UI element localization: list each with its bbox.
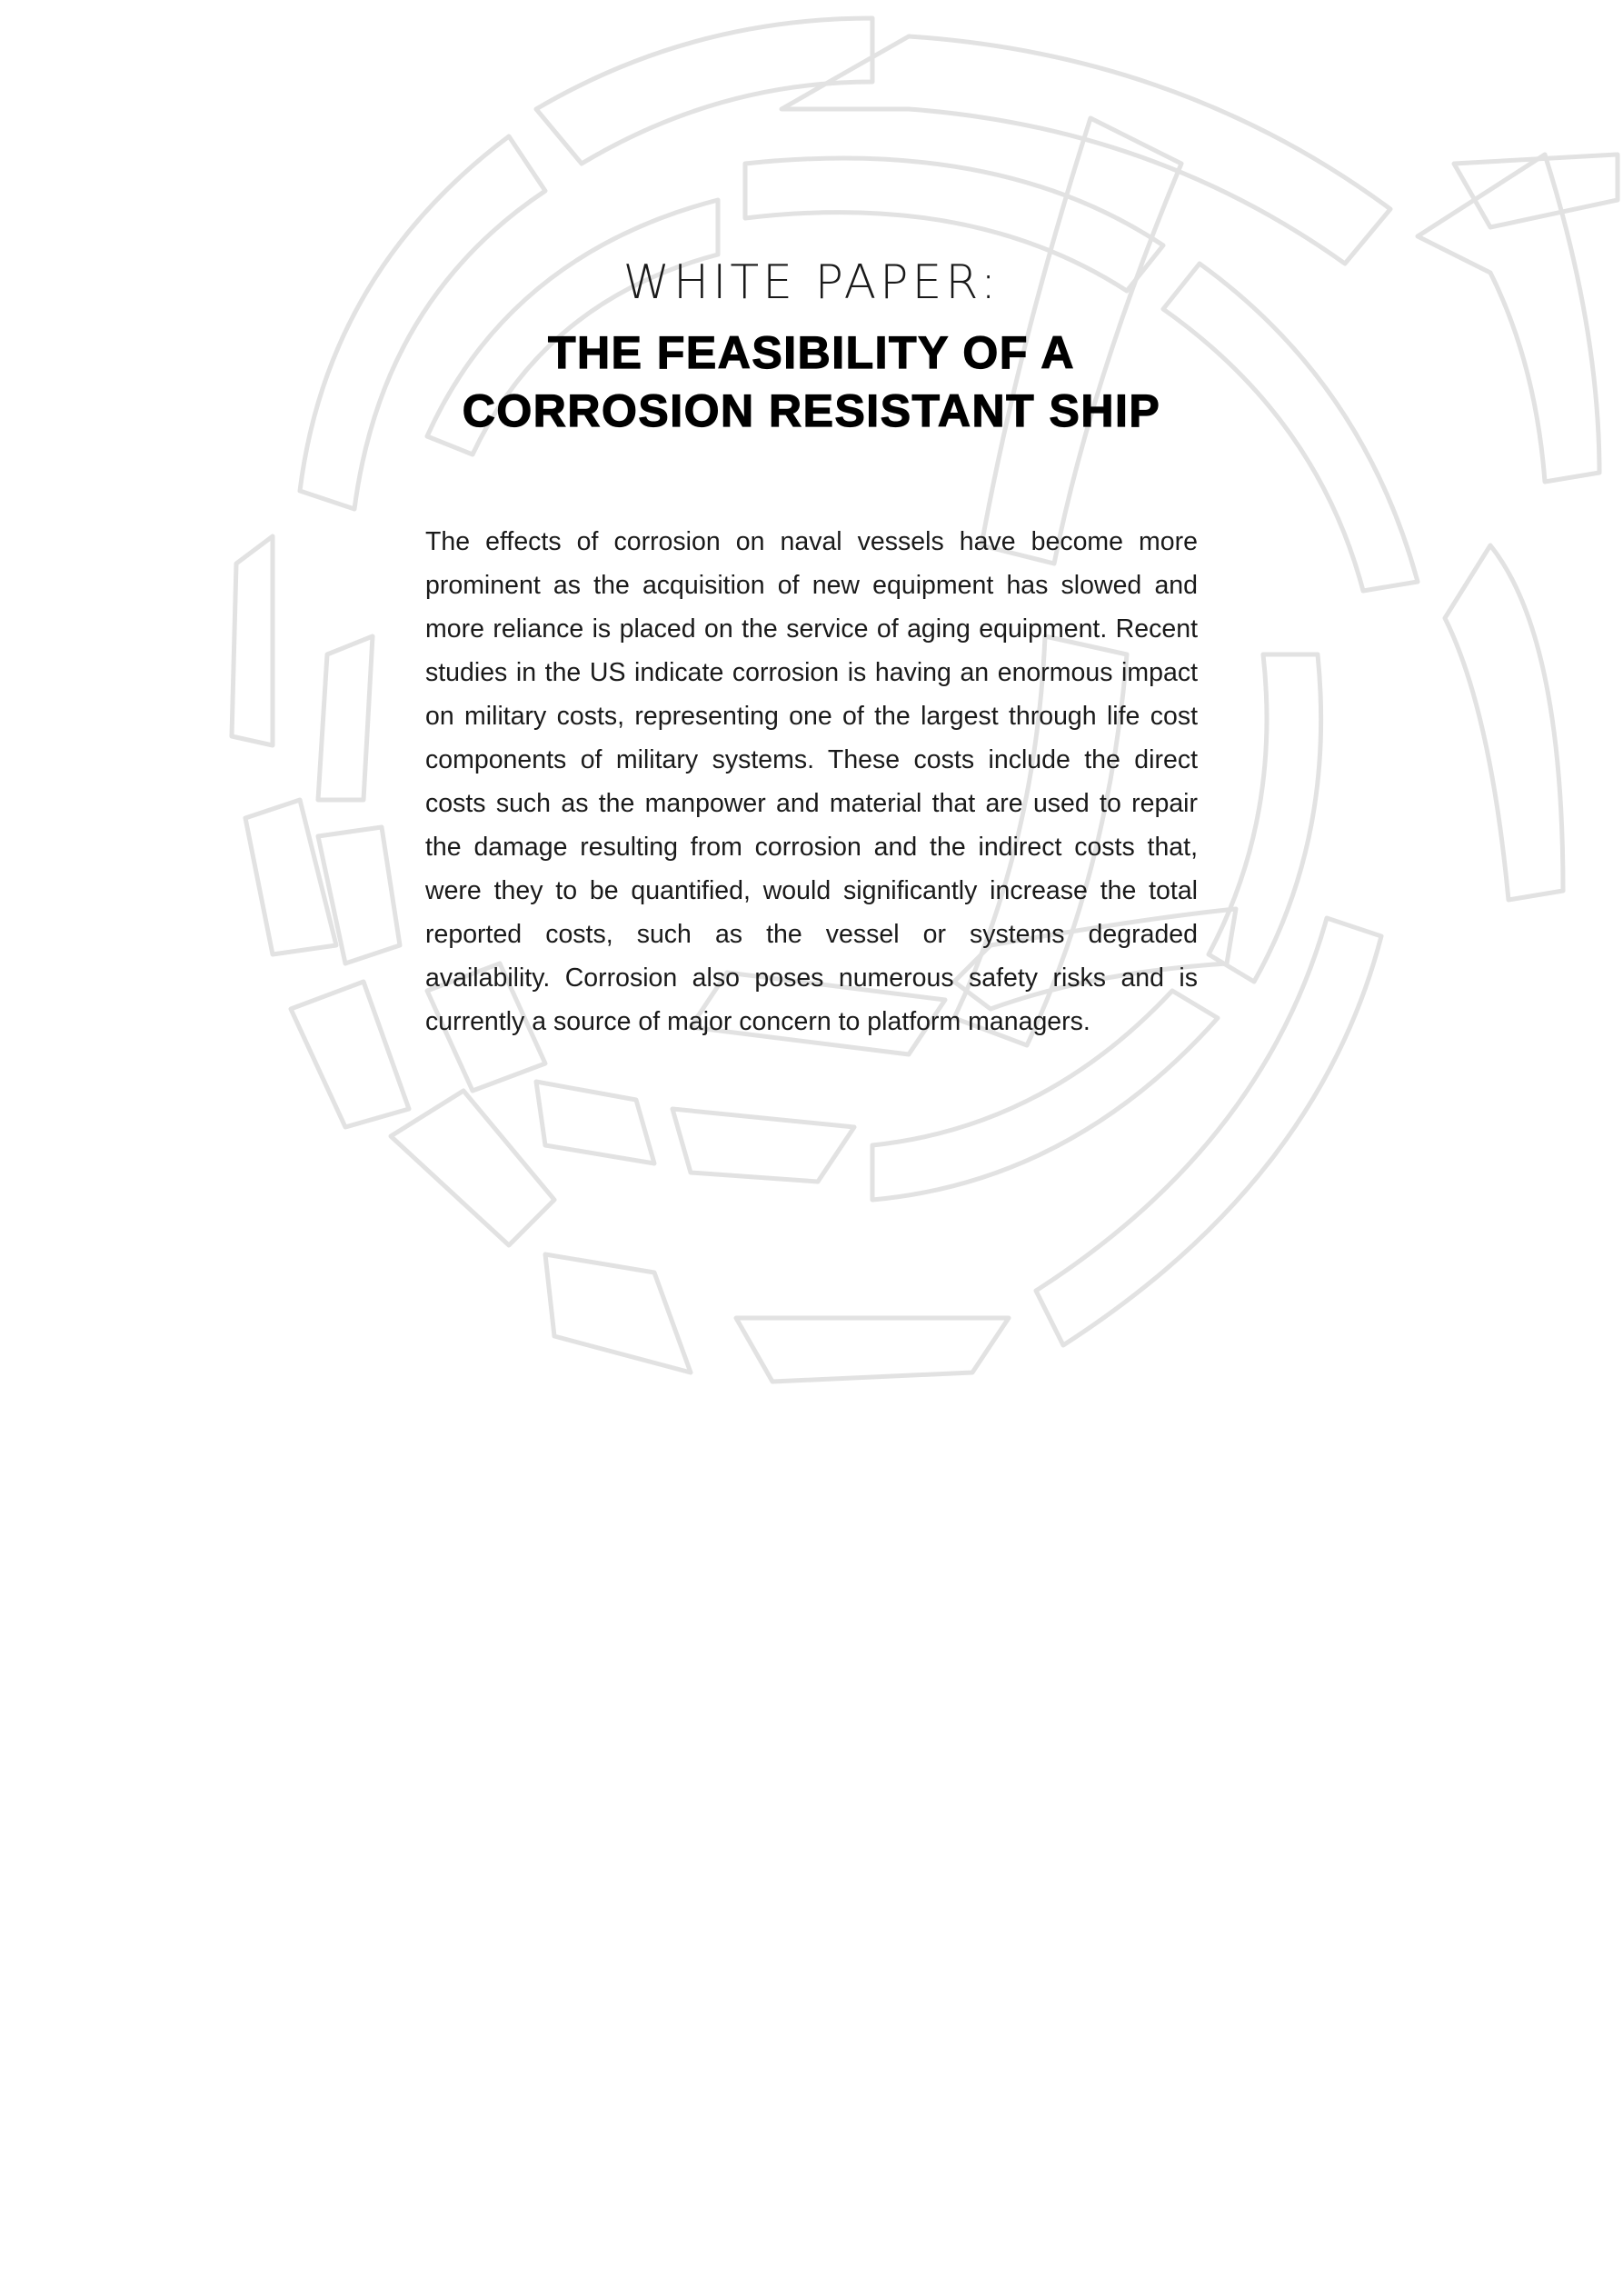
document-title bbox=[425, 324, 1198, 440]
document-title-line-2: CORROSION RESISTANT SHIP bbox=[462, 385, 1161, 437]
document-paragraph: The effects of corrosion on naval vessels have become more prominent as the acquisition of new equipment has slowed and more reliance is placed on the service of aging equipment. Recent studies in the US indicate corrosion is having an enormous impact on military costs, representing one of the largest through life cost components of military systems. These costs include the direct costs such as the manpower and material that are used to repair the damage resulting from corrosion and the indirect costs that, were they to be quantified, would significantly increase the total reported costs, such as the vessel or systems degraded availability. Corrosion also poses numerous safety risks and is currently a source of major concern to platform managers. bbox=[425, 527, 1198, 1037]
document-body bbox=[425, 255, 1198, 1043]
document-kicker: WHITE PAPER: bbox=[622, 255, 1001, 310]
document-title-line-1: THE FEASIBILITY OF A bbox=[547, 327, 1076, 379]
